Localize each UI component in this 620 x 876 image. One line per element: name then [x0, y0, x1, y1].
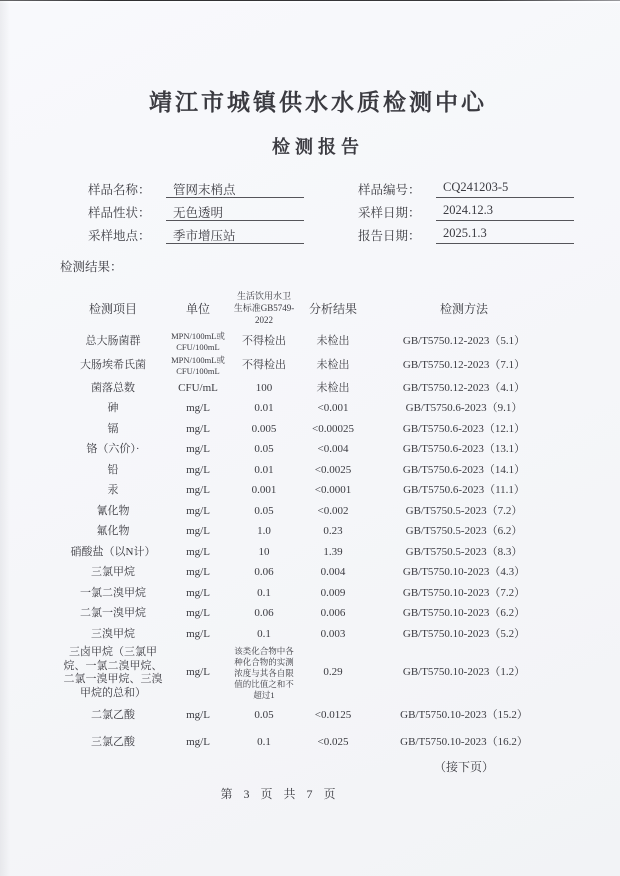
- sample-info-item: [88, 226, 304, 249]
- cell-unit: mg/L: [186, 422, 210, 435]
- cell-item: 三卤甲烷（三氯甲烷、一氯二溴甲烷、二氯一溴甲烷、三溴甲烷的总和）: [63, 645, 163, 700]
- cell-result: <0.001: [317, 402, 349, 415]
- table-row: [60, 702, 560, 729]
- cell-standard: 0.1: [257, 586, 271, 599]
- cell-method: GB/T5750.6-2023（12.1）: [402, 422, 526, 435]
- table-row: [60, 729, 560, 756]
- cell-method: GB/T5750.6-2023（14.1）: [402, 463, 526, 476]
- cell-method: GB/T5750.10-2023（4.3）: [402, 566, 526, 579]
- scan-left-shadow: [0, 0, 10, 876]
- cell-standard: 0.06: [254, 607, 274, 620]
- results-table: [60, 288, 560, 756]
- cell-result: <0.002: [317, 504, 349, 517]
- table-row: [60, 440, 560, 461]
- cell-unit: mg/L: [186, 402, 210, 415]
- cell-result: <0.0001: [314, 484, 352, 497]
- cell-standard: 0.1: [257, 627, 271, 640]
- cell-unit: mg/L: [186, 607, 210, 620]
- cell-method: GB/T5750.12-2023（4.1）: [402, 381, 526, 394]
- cell-item: 硝酸盐（以N计）: [70, 545, 156, 558]
- cell-method: GB/T5750.6-2023（11.1）: [403, 484, 525, 497]
- table-row: [60, 645, 560, 702]
- table-row: [60, 522, 560, 543]
- cell-item: 大肠埃希氏菌: [80, 359, 146, 372]
- continued-note: （接下页）: [433, 760, 494, 774]
- cell-unit: mg/L: [186, 666, 210, 679]
- table-row: [60, 563, 560, 584]
- cell-method: GB/T5750.10-2023（16.2）: [400, 735, 528, 748]
- header-method: 检测方法: [439, 301, 488, 316]
- results-table-body: [60, 330, 560, 756]
- table-row: [60, 330, 560, 354]
- cell-method: GB/T5750.12-2023（5.1）: [402, 335, 526, 348]
- cell-item: 镉: [107, 422, 119, 435]
- cell-method: GB/T5750.10-2023（7.2）: [402, 586, 526, 599]
- cell-unit: mg/L: [186, 586, 210, 599]
- cell-unit: MPN/100mL或CFU/100mL: [171, 331, 225, 353]
- cell-item: 三氯甲烷: [91, 566, 135, 579]
- sample-info-item: [88, 180, 304, 203]
- cell-result: 1.39: [323, 545, 343, 558]
- cell-standard: 0.05: [254, 443, 274, 456]
- cell-result: 未检出: [316, 381, 350, 394]
- cell-item: 二氯一溴甲烷: [80, 607, 146, 620]
- cell-method: GB/T5750.5-2023（6.2）: [405, 525, 523, 538]
- cell-standard: 0.06: [254, 566, 274, 579]
- cell-item: 总大肠菌群: [85, 335, 141, 348]
- sample-info-value: 无色透明: [166, 203, 304, 221]
- sample-info-item: [358, 180, 574, 203]
- cell-standard: 不得检出: [242, 335, 286, 348]
- sample-info-left: [88, 180, 304, 249]
- cell-result: <0.025: [317, 735, 349, 748]
- cell-standard: 0.1: [257, 735, 271, 748]
- table-row: [60, 460, 560, 481]
- sample-info-value: 季市增压站: [166, 226, 304, 244]
- sample-info-item: [358, 203, 574, 226]
- cell-result: 0.009: [320, 586, 346, 599]
- cell-result: <0.0025: [314, 463, 352, 476]
- table-row: [60, 481, 560, 502]
- cell-result: 未检出: [316, 335, 350, 348]
- cell-item: 一氯二溴甲烷: [80, 586, 146, 599]
- table-row: [60, 354, 560, 378]
- table-row: [60, 419, 560, 440]
- cell-item: 氟化物: [96, 525, 130, 538]
- sample-info-label: 样品编号：: [358, 183, 421, 197]
- cell-method: GB/T5750.10-2023（15.2）: [400, 708, 528, 721]
- cell-unit: mg/L: [186, 443, 210, 456]
- table-row: [60, 542, 560, 563]
- cell-method: GB/T5750.10-2023（6.2）: [402, 607, 526, 620]
- table-row: [60, 604, 560, 625]
- cell-unit: mg/L: [186, 627, 210, 640]
- cell-method: GB/T5750.5-2023（7.2）: [405, 504, 523, 517]
- cell-standard: 不得检出: [242, 359, 286, 372]
- cell-item: 二氯乙酸: [91, 708, 135, 721]
- results-table-header: [60, 288, 560, 328]
- table-row: [60, 501, 560, 522]
- cell-result: 0.29: [323, 666, 343, 679]
- cell-unit: mg/L: [186, 735, 210, 748]
- cell-unit: MPN/100mL或CFU/100mL: [171, 355, 225, 377]
- cell-item: 三溴甲烷: [91, 627, 135, 640]
- cell-item: 三氯乙酸: [91, 735, 135, 748]
- cell-standard: 0.001: [251, 484, 277, 497]
- cell-item: 菌落总数: [91, 381, 135, 394]
- cell-standard: 该类化合物中各种化合物的实测浓度与其各自限值的比值之和不超过1: [234, 645, 294, 700]
- cell-method: GB/T5750.6-2023（13.1）: [402, 443, 526, 456]
- sample-info-label: 采样日期：: [358, 206, 421, 220]
- page-footer: 第 3 页 共 7 页: [220, 787, 340, 801]
- cell-result: 0.23: [323, 525, 343, 538]
- sample-info-item: [88, 203, 304, 226]
- sample-info-value: CQ241203-5: [436, 180, 574, 198]
- cell-standard: 0.005: [251, 422, 277, 435]
- sample-info-label: 采样地点：: [88, 229, 151, 243]
- cell-item: 汞: [107, 484, 119, 497]
- cell-item: 铬（六价）·: [86, 443, 140, 456]
- cell-result: 0.004: [320, 566, 346, 579]
- cell-standard: 0.01: [254, 463, 274, 476]
- table-row: [60, 583, 560, 604]
- cell-standard: 0.05: [254, 708, 274, 721]
- header-result: 分析结果: [308, 301, 357, 316]
- cell-item: 氰化物: [96, 504, 130, 517]
- scan-top-edge: [0, 0, 620, 3]
- table-row: [60, 399, 560, 420]
- sample-info-label: 样品性状：: [88, 206, 151, 220]
- sample-info-value: 管网末梢点: [166, 180, 304, 198]
- cell-method: GB/T5750.6-2023（9.1）: [405, 402, 523, 415]
- cell-method: GB/T5750.5-2023（8.3）: [405, 545, 523, 558]
- cell-standard: 0.01: [254, 402, 274, 415]
- cell-standard: 0.05: [254, 504, 274, 517]
- report-title: 检测报告: [272, 137, 364, 157]
- sample-info-value: 2025.1.3: [436, 226, 574, 244]
- header-item: 检测项目: [88, 301, 137, 316]
- cell-result: 未检出: [316, 359, 350, 372]
- table-row: [60, 624, 560, 645]
- cell-standard: 10: [258, 545, 270, 558]
- cell-unit: mg/L: [186, 504, 210, 517]
- cell-result: <0.004: [317, 443, 349, 456]
- cell-unit: mg/L: [186, 566, 210, 579]
- cell-method: GB/T5750.10-2023（1.2）: [402, 666, 526, 679]
- cell-unit: mg/L: [186, 708, 210, 721]
- cell-unit: mg/L: [186, 463, 210, 476]
- header-unit: 单位: [185, 301, 210, 316]
- cell-unit: CFU/mL: [178, 381, 218, 394]
- cell-result: 0.003: [320, 627, 346, 640]
- sample-info-value: 2024.12.3: [436, 203, 574, 221]
- cell-result: <0.00025: [312, 422, 354, 435]
- table-row: [60, 378, 560, 399]
- cell-unit: mg/L: [186, 484, 210, 497]
- sample-info-item: [358, 226, 574, 249]
- cell-method: GB/T5750.12-2023（7.1）: [402, 359, 526, 372]
- testing-center-name: 靖江市城镇供水水质检测中心: [149, 90, 487, 115]
- cell-method: GB/T5750.10-2023（5.2）: [402, 627, 526, 640]
- cell-result: <0.0125: [314, 708, 352, 721]
- cell-item: 砷: [107, 402, 119, 415]
- cell-result: 0.006: [320, 607, 346, 620]
- cell-standard: 1.0: [257, 525, 271, 538]
- cell-standard: 100: [255, 381, 273, 394]
- sample-info-right: [358, 180, 574, 249]
- header-standard: 生活饮用水卫生标准GB5749-2022: [233, 290, 295, 326]
- cell-item: 铅: [107, 463, 119, 476]
- sample-info-label: 报告日期：: [358, 229, 421, 243]
- cell-unit: mg/L: [186, 545, 210, 558]
- sample-info-label: 样品名称：: [88, 183, 151, 197]
- results-section-label: 检测结果：: [60, 260, 123, 274]
- cell-unit: mg/L: [186, 525, 210, 538]
